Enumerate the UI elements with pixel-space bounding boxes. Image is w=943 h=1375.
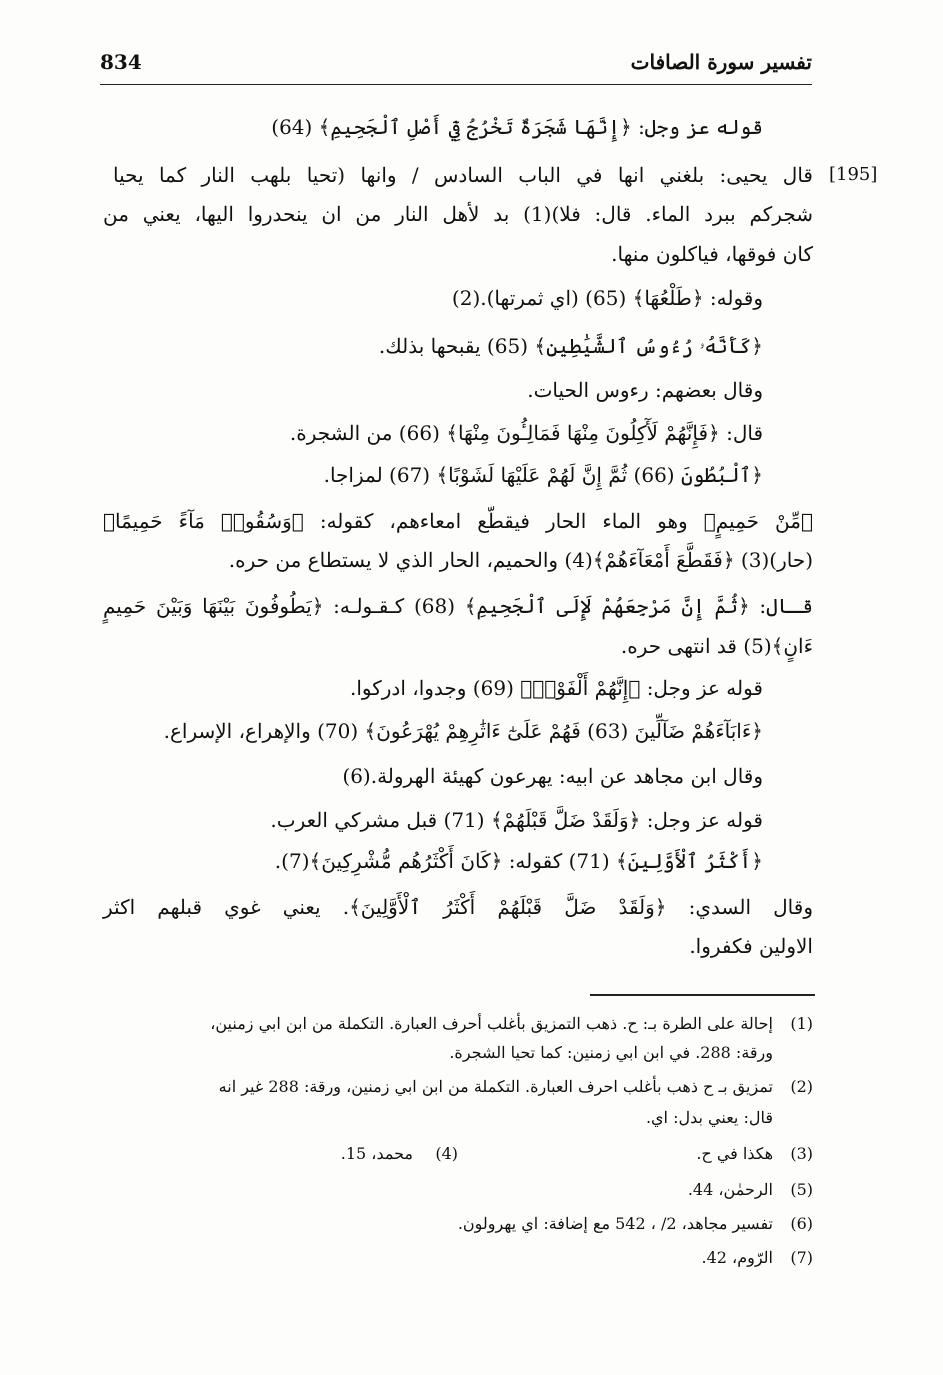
footnote-text: تفسير مجاهد، 2/ ، 542 مع إضافة: اي يهرولون.: [457, 1214, 773, 1233]
footnote-text: محمد، 15.: [340, 1144, 413, 1163]
margin-reference: [195]: [829, 164, 878, 185]
footnote-number: (1): [790, 1014, 813, 1033]
footnote-text: ورقة: 288. في ابن ابي زمنين: كما تحيا الشجرة.: [449, 1043, 773, 1062]
body-line: وقال السدي: ﴿وَلَقَدْ ضَلَّ قَبْلَهُمْ أَكْثَرُ ٱلْأَوَّلِينَ﴾. يعني غوي قبلهم اكثر: [103, 895, 813, 919]
footnote-text: تمزيق بـ ح ذهب بأغلب احرف العبارة. التكملة من ابن ابي زمنين، ورقة: 288 غير انه: [218, 1077, 773, 1096]
body-line: الاولين فكفروا.: [689, 934, 813, 958]
footnote-number: (4): [435, 1144, 458, 1163]
body-line: قوله عز وجل: ﴿وَلَقَدْ ضَلَّ قَبْلَهُمْ﴾ (71) قبل مشركي العرب.: [270, 808, 763, 832]
body-line: قال: ﴿فَإِنَّهُمْ لَأٓكِلُونَ مِنْهَا فَمَالِـُٔونَ مِنْهَا﴾ (66) من الشجرة.: [289, 421, 763, 445]
body-line: وقوله: ﴿طَلْعُهَا﴾ (65) (اي ثمرتها).(2): [451, 286, 763, 310]
footnote-text: إحالة على الطرة بـ: ح. ذهب التمزيق بأغلب أحرف العبارة. التكملة من ابن ابي زمنين،: [210, 1014, 773, 1033]
footnote-text: الرّوم، 42.: [701, 1248, 773, 1267]
footnote-number: (3): [790, 1144, 813, 1163]
page-header: [100, 48, 812, 85]
body-line: (حار)(3) ﴿فَقَطَّعَ أَمْعَآءَهُمْ﴾(4) والحميم، الحار الذي لا يستطاع من حره.: [228, 548, 813, 572]
footnote-separator: [590, 994, 815, 996]
footnote-number: (2): [790, 1077, 813, 1096]
body-line: ﴿مِّنْ حَمِيمٍ﴾ وهو الماء الحار فيقطّع امعاءهم، كقوله: ﴿وَسُقُوا۟ مَآءً حَمِيمًا﴾: [103, 509, 813, 533]
footnote-number: (7): [790, 1248, 813, 1267]
footnote-number: (6): [790, 1214, 813, 1233]
body-line: ﴿ٱلْبُطُونَ (66) ثُمَّ إِنَّ لَهُمْ عَلَيْهَا لَشَوْبًا﴾ (67) لمزاجا.: [323, 463, 763, 487]
body-line: قوله عز وجل: ﴿إِنَّهُمْ أَلْفَوْا۟﴾ (69) وجدوا، ادركوا.: [350, 676, 763, 700]
footnote-number: (5): [790, 1180, 813, 1199]
body-line: شجركم ببرد الماء. قال: فلا)(1) بد لأهل النار من ان ينحدروا اليها، يعني من: [103, 202, 813, 226]
footnote-text: الرحمٰن، 44.: [687, 1180, 773, 1199]
body-line: ﴿ءَابَآءَهُمْ ضَآلِّينَ (63) فَهُمْ عَلَىٰٓ ءَاثَٰرِهِمْ يُهْرَعُونَ﴾ (70) والإهراع، الإسراع.: [163, 719, 763, 743]
body-line: قوله عز وجل: ﴿إِنَّهَا شَجَرَةٌ تَخْرُجُ فِيٓ أَصْلِ ٱلْجَحِيمِ﴾ (64): [271, 115, 763, 139]
body-line: وقال بعضهم: رءوس الحيات.: [527, 378, 763, 402]
body-line: ءَانٍ﴾(5) قد انتهى حره.: [620, 634, 813, 658]
body-line: ﴿كَأَنَّهُۥ رُءُوسُ ٱلشَّيَٰطِينِ﴾ (65) يقبحها بذلك.: [378, 334, 763, 358]
body-line: كان فوقها، فياكلون منها.: [611, 242, 813, 266]
page-number: 834: [100, 50, 142, 74]
body-line: قـال: ﴿ثُمَّ إِنَّ مَرْجِعَهُمْ لَإِلَى ٱلْجَحِيمِ﴾ (68) كـقـولـه: ﴿يَطُوفُونَ بَيْنَهَا وَبَيْنَ حَمِيمٍ: [103, 594, 813, 618]
body-line: قال يحيى: بلغني انها في الباب السادس / وانها (تحيا بلهب النار كما يحيا: [113, 163, 813, 187]
footnote-text: قال: يعني بدل: اي.: [645, 1108, 773, 1127]
running-title: تفسير سورة الصافات: [630, 50, 812, 74]
footnote-text: هكذا في ح.: [696, 1144, 773, 1163]
body-line: ﴿أَكْثَرُ ٱلْأَوَّلِينَ﴾ (71) كقوله: ﴿كَانَ أَكْثَرُهُم مُّشْرِكِينَ﴾(7).: [274, 849, 763, 873]
body-line: وقال ابن مجاهد عن ابيه: يهرعون كهيئة الهرولة.(6): [342, 764, 763, 788]
